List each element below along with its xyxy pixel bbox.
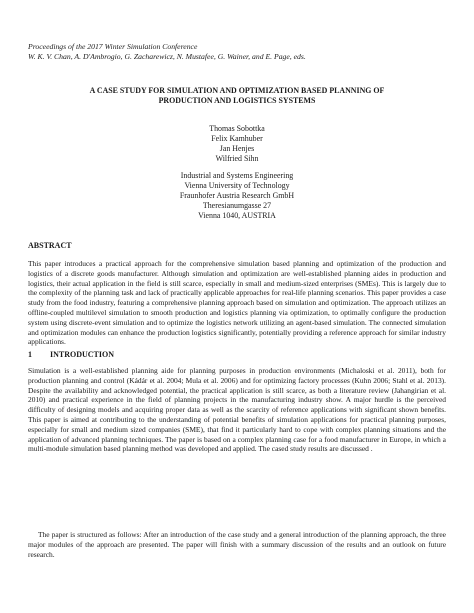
introduction-heading (28, 350, 114, 359)
author-name: Felix Kamhuber (211, 134, 263, 143)
introduction-paragraph-1: Simulation is a well-established planning aide for planning purposes in production environments (Michaloski et al. 2011), both for production planning and control (Kádár et al. 2004; Mula et al. 2006) and for optimizing factory processes (Kuhn 2006; Stahl et al. 2013). Despite the availability and acknowledged potential, the practical application is still scarce, as both a literature review (Jahangirian et al. 2010) and practical experience in the field of planning projects in the manufacturing industry show. A major hurdle is the perceived difficulty of designing models and acquiring proper data as well as the scarcity of reference applications with significant shown benefits. This paper is aimed at contributing to the understanding of potential benefits of simulation applications for practical planning purposes, especially for small and medium sized companies (SME), that find it particularly hard to cope with complex planning situations and the application of advanced planning techniques. The paper is based on a complex planning case for a food manufacturer in Europe, in which a multi-module simulation based planning method was developed and applied. The cased study results are discussed . (28, 366, 446, 454)
author-name: Wilfried Sihn (215, 154, 259, 163)
affiliation-line: Fraunhofer Austria Research GmbH (179, 191, 295, 200)
affiliation-line: Vienna University of Technology (184, 181, 290, 190)
paper-title-line-2: PRODUCTION AND LOGISTICS SYSTEMS (158, 96, 316, 105)
introduction-paragraph-2: The paper is structured as follows: After an introduction of the case study and a general introduction of the planning approach, the three major modules of the approach are presented. The paper will finish with a summary discussion of the results and an outlook on future research. (28, 530, 446, 559)
proceedings-editors: W. K. V. Chan, A. D'Ambrogio, G. Zacharewicz, N. Mustafee, G. Wainer, and E. Page, eds. (28, 52, 306, 61)
proceedings-header (28, 42, 448, 62)
proceedings-title: Proceedings of the 2017 Winter Simulation Conference (28, 42, 198, 51)
affiliation-line: Vienna 1040, AUSTRIA (198, 211, 276, 220)
section-title: INTRODUCTION (50, 350, 115, 359)
author-name: Thomas Sobottka (209, 124, 265, 133)
paper-title-line-1: A CASE STUDY FOR SIMULATION AND OPTIMIZATION BASED PLANNING OF (89, 86, 385, 95)
abstract-heading: ABSTRACT (28, 241, 72, 250)
affiliation-line: Theresianumgasse 27 (202, 201, 272, 210)
abstract-text: This paper introduces a practical approach for the comprehensive simulation based planning and optimization of the production and logistics of a discrete goods manufacturer. Although simulation and optimization are well-established planning aides in production and logistics, their actual application in the field is still scarce, especially in small and medium-sized enterprises (SMEs). This is largely due to the complexity of the planning task and lack of practically applicable approaches for real-life planning scenarios. This paper provides a case study from the food industry, featuring a comprehensive planning approach based on simulation and optimization. The approach utilizes an offline-coupled multilevel simulation to smooth production and logistics planning via optimization, to optimally configure the production system using discrete-event simulation and to optimize the logistics network utilizing an agent-based simulation. The connected simulation and optimization modules can enhance the production logistics significantly, potentially providing a reference approach for similar industry applications. (28, 259, 446, 347)
affiliation-line: Industrial and Systems Engineering (180, 171, 294, 180)
author-name: Jan Henjes (219, 144, 255, 153)
paper-title (30, 86, 444, 106)
affiliation (30, 171, 444, 221)
section-number: 1 (28, 350, 32, 359)
author-list (30, 124, 444, 164)
